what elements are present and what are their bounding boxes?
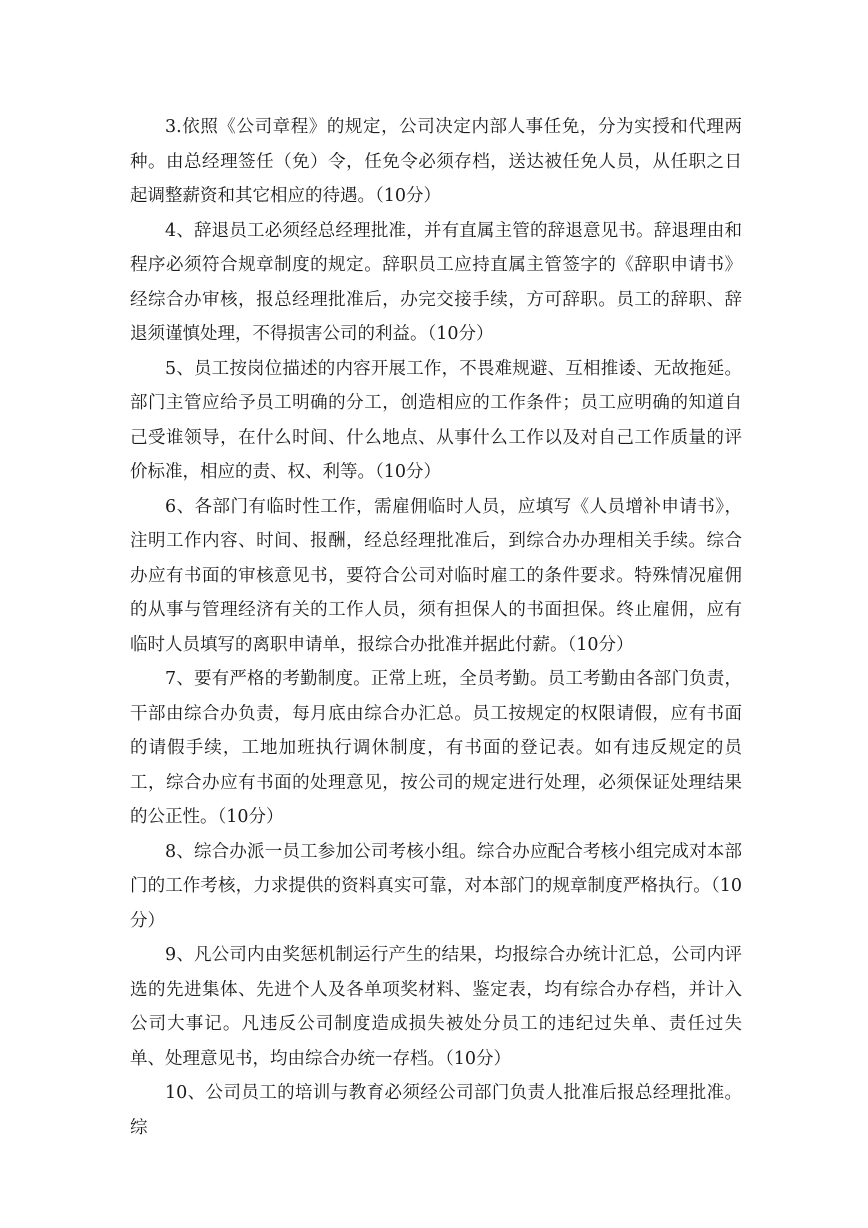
paragraph-item-3: 3.依照《公司章程》的规定，公司决定内部人事任免，分为实授和代理两种。由总经理签任（免）令，任免令必须存档，送达被任免人员，从任职之日起调整薪资和其它相应的待遇。（10分） xyxy=(130,117,742,206)
paragraph-item-9: 9、凡公司内由奖惩机制运行产生的结果，均报综合办统计汇总，公司内评选的先进集体、先进个人及各单项奖材料、鉴定表，均有综合办存档，并计入公司大事记。凡违反公司制度造成损失被处分员工的违纪过失单、责任过失单、处理意见书，均由综合办统一存档。（10分） xyxy=(130,945,742,1069)
paragraph-item-6: 6、各部门有临时性工作，需雇佣临时人员，应填写《人员增补申请书》，注明工作内容、时间、报酬，经总经理批准后，到综合办办理相关手续。综合办应有书面的审核意见书，要符合公司对临时雇工的条件要求。特殊情况雇佣的从事与管理经济有关的工作人员，须有担保人的书面担保。终止雇佣，应有临时人员填写的离职申请单，报综合办批准并据此付薪。（10分） xyxy=(130,496,742,655)
paragraph-item-5: 5、员工按岗位描述的内容开展工作，不畏难规避、互相推诿、无故拖延。部门主管应给予员工明确的分工，创造相应的工作条件；员工应明确的知道自己受谁领导，在什么时间、什么地点、从事什么工作以及对自己工作质量的评价标准，相应的责、权、利等。（10分） xyxy=(130,358,742,482)
paragraph-item-10: 10、公司员工的培训与教育必须经公司部门负责人批准后报总经理批准。综 xyxy=(130,1083,742,1138)
paragraph-item-4: 4、辞退员工必须经总经理批准，并有直属主管的辞退意见书。辞退理由和程序必须符合规章制度的规定。辞职员工应持直属主管签字的《辞职申请书》经综合办审核，报总经理批准后，办完交接手续，方可辞职。员工的辞职、辞退须谨慎处理，不得损害公司的利益。（10分） xyxy=(130,220,742,344)
document-body xyxy=(130,110,742,1145)
paragraph-item-8: 8、综合办派一员工参加公司考核小组。综合办应配合考核小组完成对本部门的工作考核，力求提供的资料真实可靠，对本部门的规章制度严格执行。（10分） xyxy=(130,841,742,931)
paragraph-item-7: 7、要有严格的考勤制度。正常上班，全员考勤。员工考勤由各部门负责，干部由综合办负责，每月底由综合办汇总。员工按规定的权限请假，应有书面的请假手续，工地加班执行调休制度，有书面的登记表。如有违反规定的员工，综合办应有书面的处理意见，按公司的规定进行处理，必须保证处理结果的公正性。（10分） xyxy=(130,669,742,827)
